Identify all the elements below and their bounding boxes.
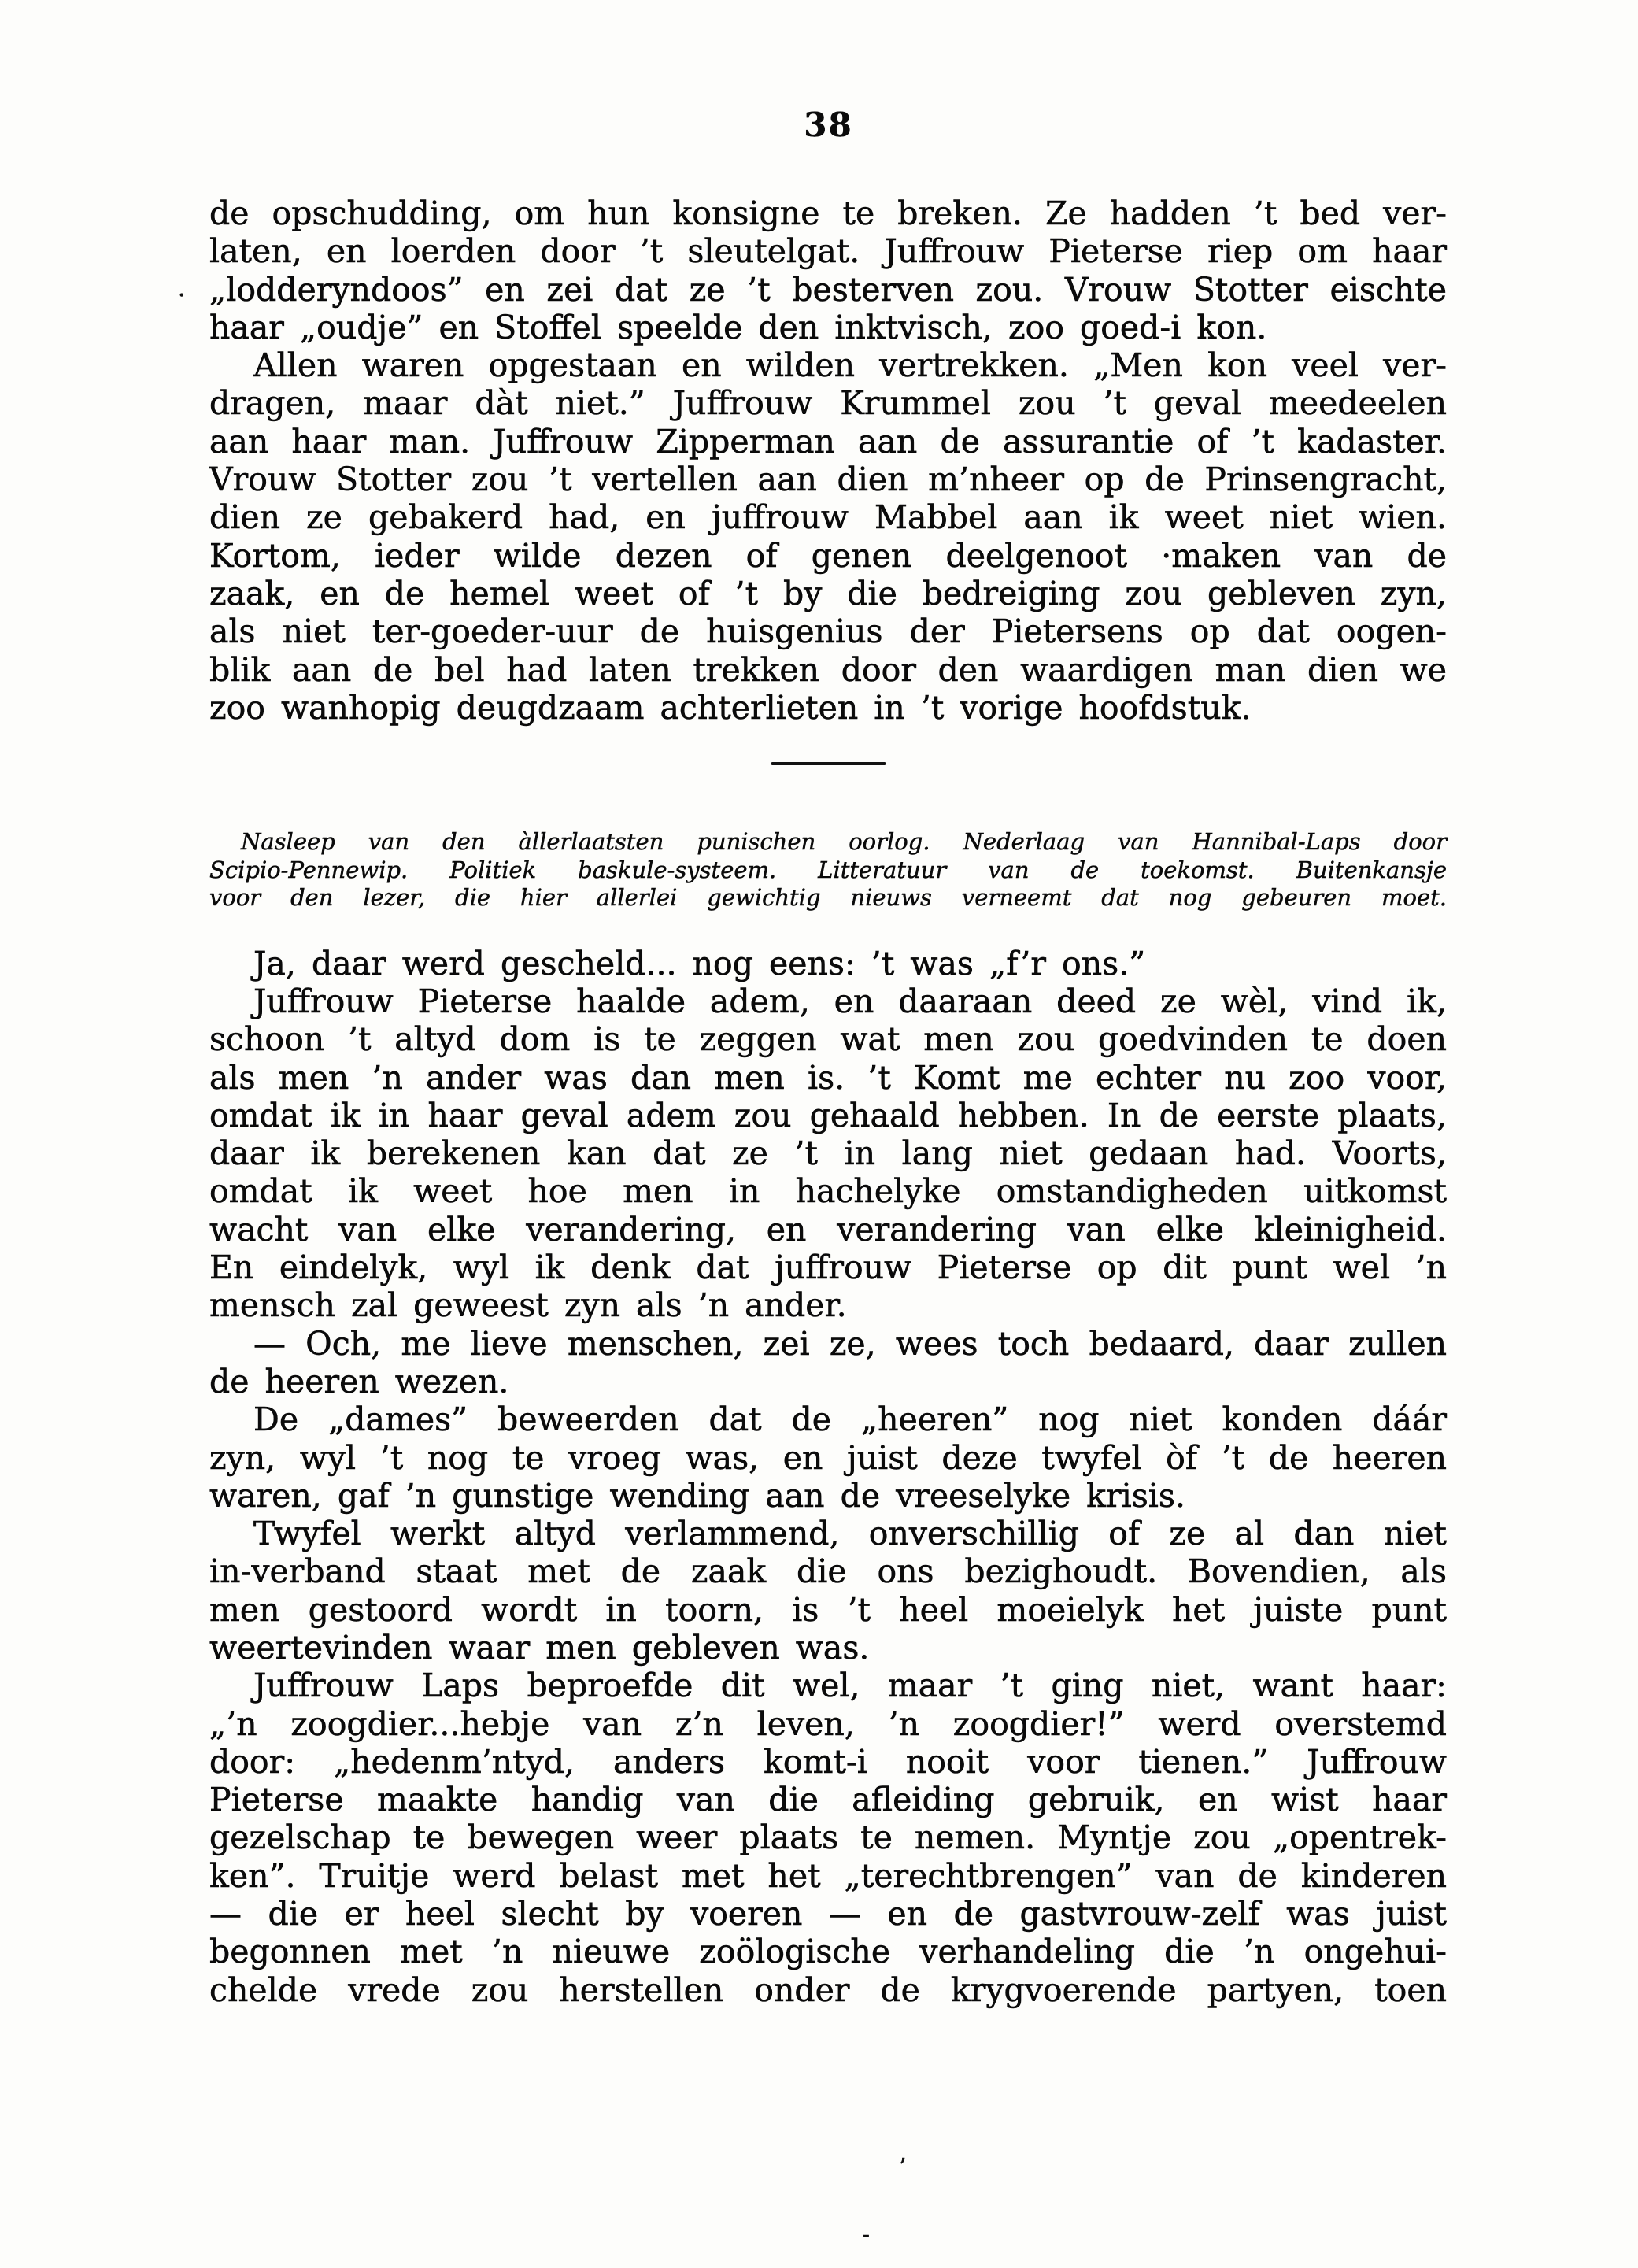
text-line: gezelschap te bewegen weer plaats te nemen. Myntje zou „opentrek- bbox=[209, 1818, 1447, 1857]
ink-speck: - bbox=[863, 2223, 870, 2247]
text-line: in-verband staat met de zaak die ons bezighoudt. Bovendien, als bbox=[209, 1552, 1447, 1591]
text-line: zoo wanhopig deugdzaam achterlieten in ’t vorige hoofdstuk. bbox=[209, 688, 1252, 727]
ink-speck: ’ bbox=[899, 2154, 907, 2181]
text-line: dragen, maar dàt niet.” Juffrouw Krummel zou ’t geval meedeelen bbox=[209, 384, 1447, 423]
text-line: waren, gaf ’n gunstige wending aan de vreeselyke krisis. bbox=[209, 1476, 1185, 1515]
text-line: ken”. Truitje werd belast met het „terechtbrengen” van de kinderen bbox=[209, 1856, 1447, 1895]
text-line: — Och, me lieve menschen, zei ze, wees toch bedaard, daar zullen bbox=[253, 1324, 1447, 1363]
summary-line: voor den lezer, die hier allerlei gewichtig nieuws verneemt dat nog gebeuren moet. bbox=[209, 884, 1447, 912]
section-separator-rule bbox=[771, 762, 886, 765]
text-line: omdat ik in haar geval adem zou gehaald hebben. In de eerste plaats, bbox=[209, 1096, 1447, 1134]
text-line: laten, en loerden door ’t sleutelgat. Juffrouw Pieterse riep om haar bbox=[209, 232, 1447, 271]
text-line: aan haar man. Juffrouw Zipperman aan de assurantie of ’t kadaster. bbox=[209, 422, 1447, 461]
text-line: — die er heel slecht by voeren — en de gastvrouw-zelf was juist bbox=[209, 1895, 1447, 1933]
text-line: de opschudding, om hun konsigne te breken. Ze hadden ’t bed ver- bbox=[209, 194, 1447, 232]
ink-speck: · bbox=[178, 282, 186, 309]
text-line: Vrouw Stotter zou ’t vertellen aan dien m’nheer op de Prinsengracht, bbox=[209, 461, 1447, 499]
paragraphs-bottom bbox=[209, 945, 1447, 2009]
text-line: Juffrouw Pieterse haalde adem, en daaraan deed ze wèl, vind ik, bbox=[253, 982, 1447, 1020]
text-line: daar ik berekenen kan dat ze ’t in lang niet gedaan had. Voorts, bbox=[209, 1134, 1447, 1173]
text-line: begonnen met ’n nieuwe zoölogische verhandeling die ’n ongehui- bbox=[209, 1933, 1447, 1971]
text-column bbox=[209, 194, 1447, 2009]
text-line: weertevinden waar men gebleven was. bbox=[209, 1629, 870, 1667]
text-line: chelde vrede zou herstellen onder de krygvoerende partyen, toen bbox=[209, 1970, 1447, 2009]
text-line: „’n zoogdier...hebje van z’n leven, ’n zoogdier!” werd overstemd bbox=[209, 1704, 1447, 1743]
text-line: De „dames” beweerden dat de „heeren” nog niet konden dáár bbox=[253, 1400, 1447, 1439]
paragraphs-top bbox=[209, 194, 1447, 727]
text-line: schoon ’t altyd dom is te zeggen wat men zou goedvinden te doen bbox=[209, 1020, 1447, 1059]
text-line: wacht van elke verandering, en verandering van elke kleinigheid. bbox=[209, 1210, 1447, 1249]
text-line: Pieterse maakte handig van die afleiding gebruik, en wist haar bbox=[209, 1781, 1447, 1819]
text-line: „lodderyndoos” en zei dat ze ’t besterven zou. Vrouw Stotter eischte bbox=[209, 270, 1447, 309]
text-line: als niet ter-goeder-uur de huisgenius der Pietersens op dat oogen- bbox=[209, 612, 1447, 651]
text-line: dien ze gebakerd had, en juffrouw Mabbel aan ik weet niet wien. bbox=[209, 498, 1447, 537]
text-line: zyn, wyl ’t nog te vroeg was, en juist deze twyfel òf ’t de heeren bbox=[209, 1438, 1447, 1477]
summary-line: Nasleep van den àllerlaatsten punischen oorlog. Nederlaag van Hannibal-Laps door bbox=[241, 828, 1447, 856]
text-line: Ja, daar werd gescheld... nog eens: ’t was „f’r ons.” bbox=[253, 944, 1146, 982]
text-line: haar „oudje” en Stoffel speelde den inktvisch, zoo goed-i kon. bbox=[209, 308, 1267, 346]
page-number: 38 bbox=[804, 105, 853, 144]
text-line: omdat ik weet hoe men in hachelyke omstandigheden uitkomst bbox=[209, 1172, 1447, 1211]
text-line: als men ’n ander was dan men is. ’t Komt me echter nu zoo voor, bbox=[209, 1058, 1447, 1097]
text-line: door: „hedenm’ntyd, anders komt-i nooit voor tienen.” Juffrouw bbox=[209, 1742, 1447, 1781]
chapter-summary bbox=[209, 828, 1447, 912]
text-line: Allen waren opgestaan en wilden vertrekken. „Men kon veel ver- bbox=[253, 346, 1447, 385]
text-line: zaak, en de hemel weet of ’t by die bedreiging zou gebleven zyn, bbox=[209, 574, 1447, 612]
text-line: Kortom, ieder wilde dezen of genen deelgenoot ·maken van de bbox=[209, 536, 1447, 575]
text-line: Juffrouw Laps beproefde dit wel, maar ’t ging niet, want haar: bbox=[253, 1667, 1447, 1705]
summary-line: Scipio-Pennewip. Politiek baskule-systeem. Litteratuur van de toekomst. Buitenkansje bbox=[209, 856, 1447, 883]
text-line: men gestoord wordt in toorn, is ’t heel moeielyk het juiste punt bbox=[209, 1590, 1447, 1629]
text-line: mensch zal geweest zyn als ’n ander. bbox=[209, 1286, 847, 1325]
text-line: Twyfel werkt altyd verlammend, onverschillig of ze al dan niet bbox=[253, 1515, 1447, 1553]
text-line: de heeren wezen. bbox=[209, 1362, 509, 1400]
text-line: blik aan de bel had laten trekken door den waardigen man dien we bbox=[209, 650, 1447, 689]
text-line: En eindelyk, wyl ik denk dat juffrouw Pieterse op dit punt wel ’n bbox=[209, 1249, 1447, 1287]
